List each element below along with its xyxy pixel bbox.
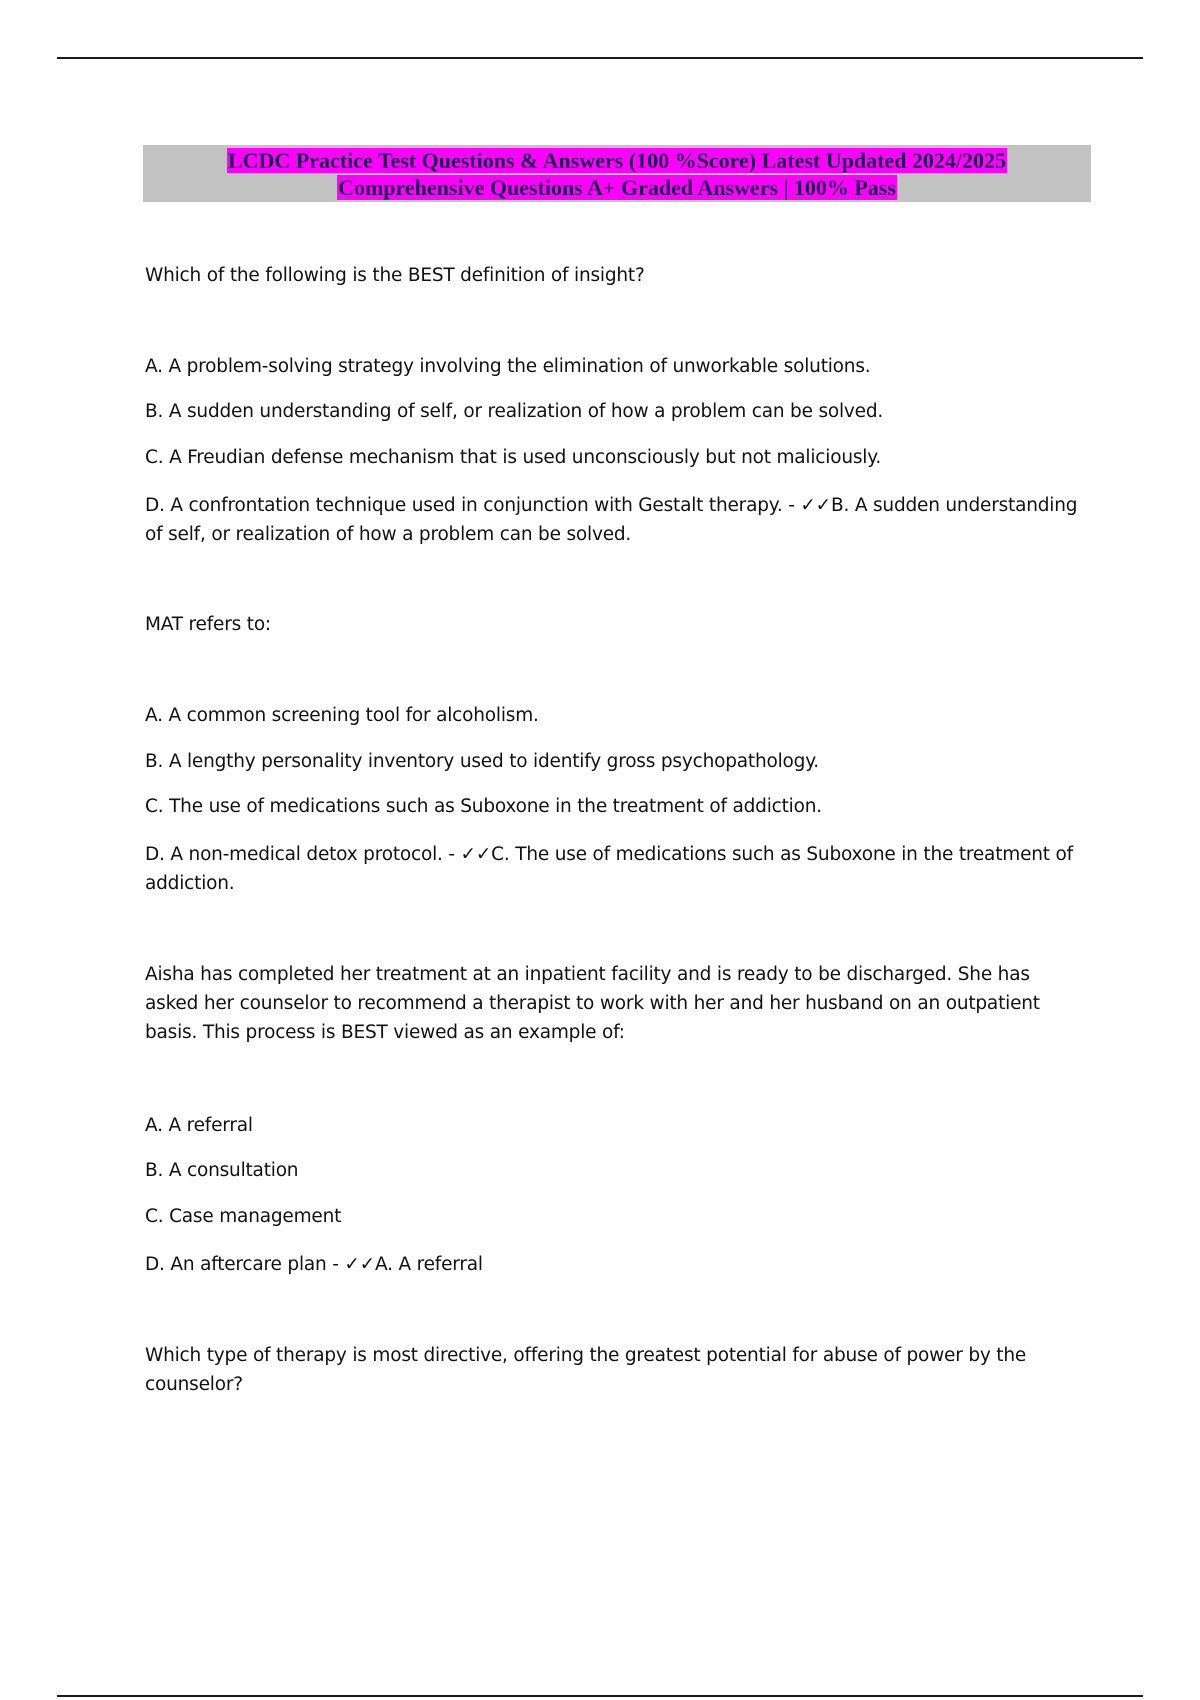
question-2-option-a: A. A common screening tool for alcoholism. (145, 705, 539, 726)
question-2-text: MAT refers to: (145, 614, 271, 635)
question-3-option-a: A. A referral (145, 1115, 253, 1136)
question-3-option-d-answer: D. An aftercare plan - ✓✓A. A referral (145, 1254, 483, 1275)
document-title (143, 145, 1091, 202)
question-3-option-b: B. A consultation (145, 1160, 299, 1181)
question-2-option-d-answer: D. A non-medical detox protocol. - ✓✓C. The use of medications such as Suboxone in the treatment of addiction. (145, 844, 1073, 894)
question-1-option-c: C. A Freudian defense mechanism that is used unconsciously but not maliciously. (145, 447, 882, 468)
title-line-2: Comprehensive Questions A+ Graded Answers | 100% Pass (338, 175, 896, 200)
question-1-option-b: B. A sudden understanding of self, or realization of how a problem can be solved. (145, 401, 884, 422)
question-3-option-c: C. Case management (145, 1206, 342, 1227)
title-line-1: LCDC Practice Test Questions & Answers (100 %Score) Latest Updated 2024/2025 (227, 148, 1007, 173)
question-1-option-d-answer: D. A confrontation technique used in conjunction with Gestalt therapy. - ✓✓B. A sudden understanding of self, or realization of how a problem can be solved. (145, 495, 1078, 545)
bottom-rule (57, 1695, 1143, 1697)
top-rule (57, 57, 1143, 59)
question-2-option-c: C. The use of medications such as Suboxone in the treatment of addiction. (145, 796, 822, 817)
question-1-text: Which of the following is the BEST definition of insight? (145, 265, 645, 286)
question-2-option-b: B. A lengthy personality inventory used to identify gross psychopathology. (145, 751, 819, 772)
question-1-option-a: A. A problem-solving strategy involving the elimination of unworkable solutions. (145, 356, 871, 377)
question-4-text: Which type of therapy is most directive, offering the greatest potential for abuse of power by the counselor? (145, 1345, 1027, 1395)
question-3-text: Aisha has completed her treatment at an inpatient facility and is ready to be discharged. She has asked her counselor to recommend a therapist to work with her and her husband on an outpatient basis. This process is BEST viewed as an example of: (145, 964, 1040, 1043)
